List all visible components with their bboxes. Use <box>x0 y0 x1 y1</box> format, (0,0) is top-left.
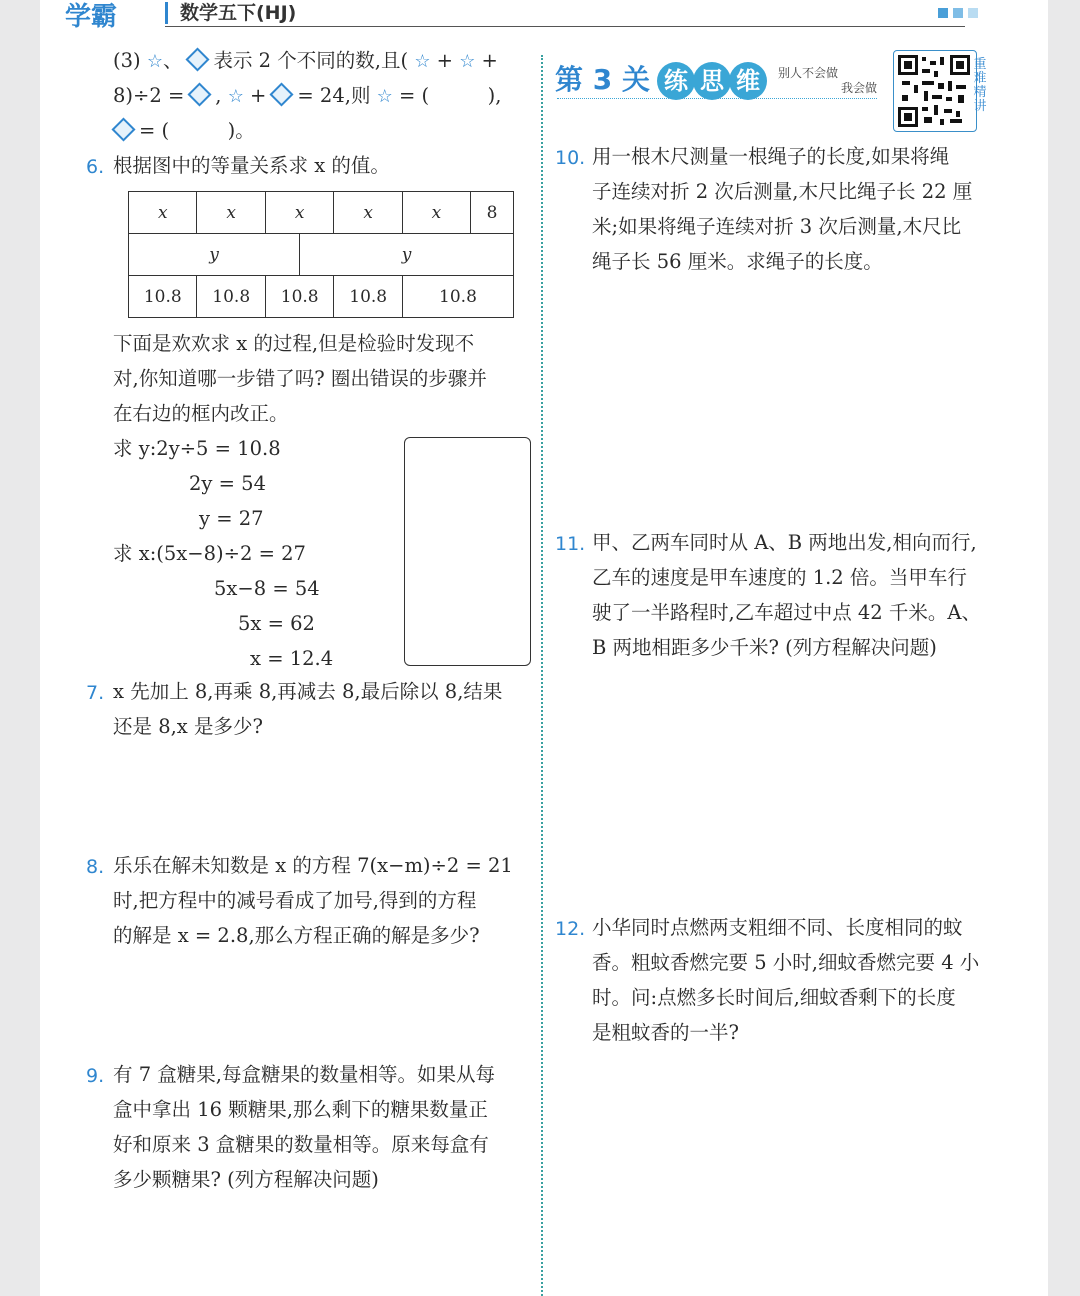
q6-step: 求 x:(5x−8)÷2 = 27 <box>113 542 306 565</box>
q9-line: 好和原来 3 盒糖果的数量相等。原来每盒有 <box>113 1133 489 1156</box>
q6-desc-line: 对,你知道哪一步错了吗? 圈出错误的步骤并 <box>113 367 487 390</box>
diamond-icon <box>111 117 135 141</box>
q6-title: 根据图中的等量关系求 x 的值。 <box>113 154 390 177</box>
star-icon: ☆ <box>459 51 476 72</box>
q6-equality-diagram <box>128 191 514 318</box>
q11-line: B 两地相距多少千米? (列方程解决问题) <box>592 636 937 659</box>
table-cell: y <box>401 244 412 265</box>
q10-line: 子连续对折 2 次后测量,木尺比绳子长 22 厘 <box>592 180 973 203</box>
q10-line: 用一根木尺测量一根绳子的长度,如果将绳 <box>592 145 950 168</box>
column-divider <box>541 55 543 1296</box>
table-cell: x <box>157 202 168 223</box>
table-cell: x <box>431 202 442 223</box>
q7-line: 还是 8,x 是多少? <box>113 715 263 738</box>
q12-line: 是粗蚊香的一半? <box>592 1021 739 1044</box>
q6-step: 求 y:2y÷5 = 10.8 <box>113 437 281 460</box>
diamond-icon <box>188 82 212 106</box>
diamond-icon <box>270 82 294 106</box>
q9-line: 有 7 盒糖果,每盒糖果的数量相等。如果从每 <box>113 1063 496 1086</box>
q11-line: 驶了一半路程时,乙车超过中点 42 千米。A、 <box>592 601 981 624</box>
q6-step: 2y = 54 <box>189 472 266 495</box>
q12-line: 小华同时点燃两支粗细不同、长度相同的蚊 <box>592 916 963 939</box>
level-slogan-1: 别人不会做 <box>778 66 839 80</box>
qr-label-char: 讲 <box>973 99 987 114</box>
q6-step: 5x = 62 <box>238 612 315 635</box>
qr-side-label <box>972 58 988 114</box>
table-cell: x <box>363 202 373 223</box>
q10-number: 10. <box>555 147 586 169</box>
q11-line: 甲、乙两车同时从 A、B 两地出发,相向而行, <box>592 531 977 554</box>
table-cell: 10.8 <box>129 276 197 318</box>
q8-line: 乐乐在解未知数是 x 的方程 7(x−m)÷2 = 21 <box>113 854 513 877</box>
star-icon: ☆ <box>414 51 431 72</box>
q6-answer-box[interactable] <box>404 437 531 666</box>
book-title: 数学五下(HJ) <box>180 2 297 24</box>
header-square-icon <box>953 8 963 18</box>
level-title: 第 3 关 <box>555 63 650 96</box>
header-rule <box>165 26 965 27</box>
q10-line: 绳子长 56 厘米。求绳子的长度。 <box>592 250 883 273</box>
q6-desc-line: 下面是欢欢求 x 的过程,但是检验时发现不 <box>113 332 475 355</box>
brand-logo: 学霸 <box>65 2 118 32</box>
table-cell: 10.8 <box>334 276 402 318</box>
table-cell: 8 <box>486 202 498 223</box>
star-icon: ☆ <box>376 86 393 107</box>
q12-line: 香。粗蚊香燃完要 5 小时,细蚊香燃完要 4 小 <box>592 951 980 974</box>
table-cell: x <box>226 202 237 223</box>
q6-step: y = 27 <box>199 507 264 530</box>
q6-desc-line: 在右边的框内改正。 <box>113 402 289 425</box>
table-row <box>129 234 514 276</box>
q5-3-line3: = ( )。 <box>108 113 255 148</box>
table-cell: x <box>294 202 305 223</box>
level-underline <box>557 98 877 99</box>
table-row <box>129 192 514 234</box>
qr-label-char: 精 <box>973 85 987 100</box>
q6-step: x = 12.4 <box>250 647 334 670</box>
table-row <box>129 276 514 318</box>
q9-line: 盒中拿出 16 颗糖果,那么剩下的糖果数量正 <box>113 1098 488 1121</box>
q12-number: 12. <box>555 918 586 940</box>
star-icon: ☆ <box>227 86 244 107</box>
q8-line: 时,把方程中的减号看成了加号,得到的方程 <box>113 889 477 912</box>
table-cell: 10.8 <box>402 276 513 318</box>
q11-line: 乙车的速度是甲车速度的 1.2 倍。当甲车行 <box>592 566 967 589</box>
q12-line: 时。问:点燃多长时间后,细蚊香剩下的长度 <box>592 986 956 1009</box>
table-cell: y <box>209 244 219 265</box>
level-char: 练 <box>657 62 695 100</box>
q9-number: 9. <box>86 1065 105 1087</box>
q6-number: 6. <box>86 156 105 178</box>
table-cell: 10.8 <box>197 276 265 318</box>
q11-number: 11. <box>555 533 586 555</box>
q7-number: 7. <box>86 682 105 704</box>
level-slogan-2: 我会做 <box>841 81 878 95</box>
level-char: 思 <box>693 62 731 100</box>
q7-line: x 先加上 8,再乘 8,再减去 8,最后除以 8,结果 <box>113 680 503 703</box>
q5-3-line1: (3) ☆、 表示 2 个不同的数,且( ☆ + ☆ + <box>113 49 498 72</box>
qr-code-icon[interactable] <box>893 50 977 132</box>
qr-label-char: 难 <box>973 71 987 86</box>
table-cell: 10.8 <box>265 276 333 318</box>
header-square-icon <box>968 8 978 18</box>
level-char: 维 <box>729 62 767 100</box>
q8-number: 8. <box>86 856 105 878</box>
q9-line: 多少颗糖果? (列方程解决问题) <box>113 1168 379 1191</box>
qr-label-char: 重 <box>973 57 987 72</box>
header-square-icon <box>938 8 948 18</box>
header-separator <box>165 2 168 24</box>
qr-pattern <box>898 55 970 127</box>
q6-step: 5x−8 = 54 <box>214 577 320 600</box>
q8-line: 的解是 x = 2.8,那么方程正确的解是多少? <box>113 924 480 947</box>
star-icon: ☆ <box>146 51 163 72</box>
q5-3-line2: 8)÷2 = , ☆ + = 24,则 ☆ = ( ), <box>113 84 502 107</box>
q10-line: 米;如果将绳子连续对折 3 次后测量,木尺比 <box>592 215 962 238</box>
diamond-icon <box>186 47 210 71</box>
